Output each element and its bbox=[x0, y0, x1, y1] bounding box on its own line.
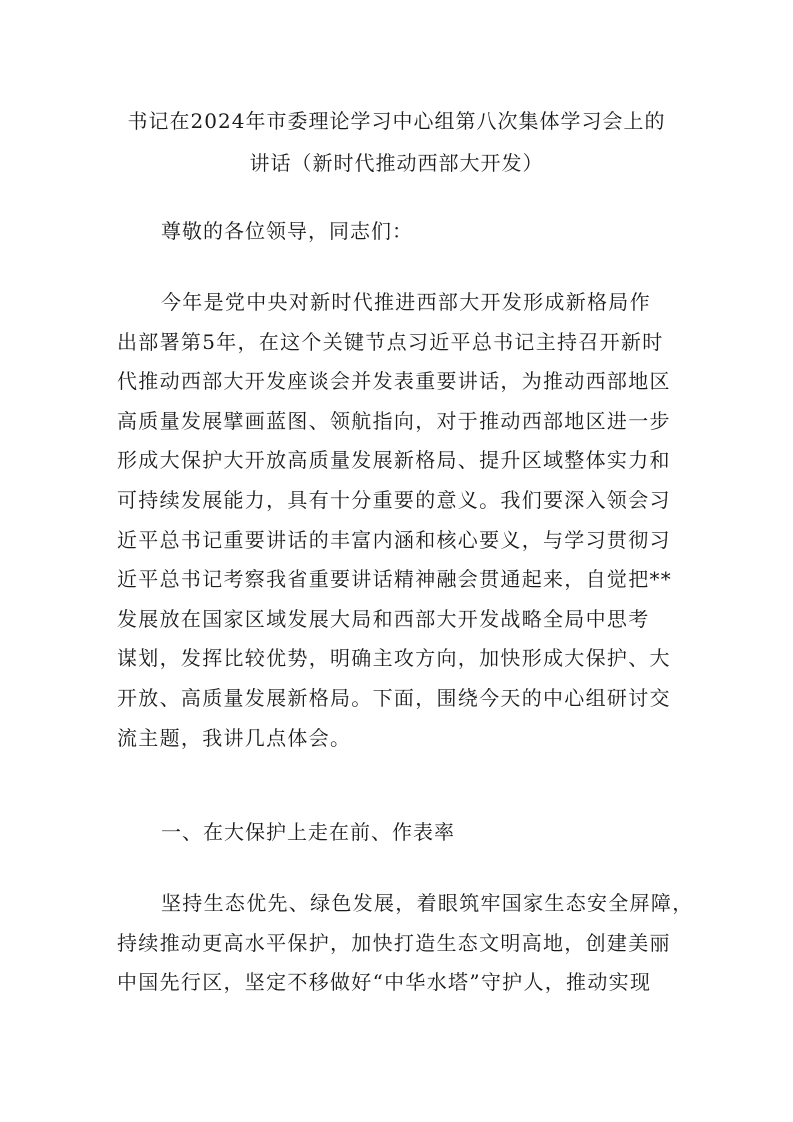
paragraph-line: 出部署第5年，在这个关键节点习近平总书记主持召开新时 bbox=[117, 329, 664, 354]
paragraph-line: 中国先行区，坚定不移做好“中华水塔”守护人，推动实现 bbox=[117, 970, 652, 995]
salutation: 尊敬的各位领导，同志们： bbox=[161, 219, 413, 243]
title-line-2: 讲话（新时代推动西部大开发） bbox=[249, 151, 544, 175]
section-heading-1: 一、在大保护上走在前、作表率 bbox=[161, 820, 455, 844]
paragraph-line: 代推动西部大开发座谈会并发表重要讲话，为推动西部地区 bbox=[117, 369, 671, 394]
paragraph-line: 流主题，我讲几点体会。 bbox=[117, 725, 352, 750]
paragraph-line: 近平总书记考察我省重要讲话精神融会贯通起来，自觉把** bbox=[117, 567, 673, 592]
paragraph-1 bbox=[117, 283, 677, 758]
paragraph-line: 高质量发展擘画蓝图、领航指向，对于推动西部地区进一步 bbox=[117, 408, 671, 433]
title-line-1: 书记在2024年市委理论学习中心组第八次集体学习会上的 bbox=[127, 109, 666, 133]
paragraph-line: 形成大保护大开放高质量发展新格局、提升区域整体实力和 bbox=[117, 448, 671, 473]
document-title bbox=[80, 100, 713, 184]
paragraph-line: 谋划，发挥比较优势，明确主攻方向，加快形成大保护、大 bbox=[117, 646, 671, 671]
paragraph-line: 持续推动更高水平保护，加快打造生态文明高地，创建美丽 bbox=[117, 930, 671, 955]
paragraph-line: 可持续发展能力，具有十分重要的意义。我们要深入领会习 bbox=[117, 487, 671, 512]
paragraph-line: 坚持生态优先、绿色发展，着眼筑牢国家生态安全屏障， bbox=[161, 891, 694, 915]
paragraph-line: 近平总书记重要讲话的丰富内涵和核心要义，与学习贯彻习 bbox=[117, 527, 671, 552]
paragraph-2 bbox=[117, 884, 694, 1003]
paragraph-line: 开放、高质量发展新格局。下面，围绕今天的中心组研讨交 bbox=[117, 685, 671, 710]
paragraph-line: 今年是党中央对新时代推进西部大开发形成新格局作 bbox=[161, 290, 651, 314]
paragraph-line: 发展放在国家区域发展大局和西部大开发战略全局中思考 bbox=[117, 606, 650, 631]
